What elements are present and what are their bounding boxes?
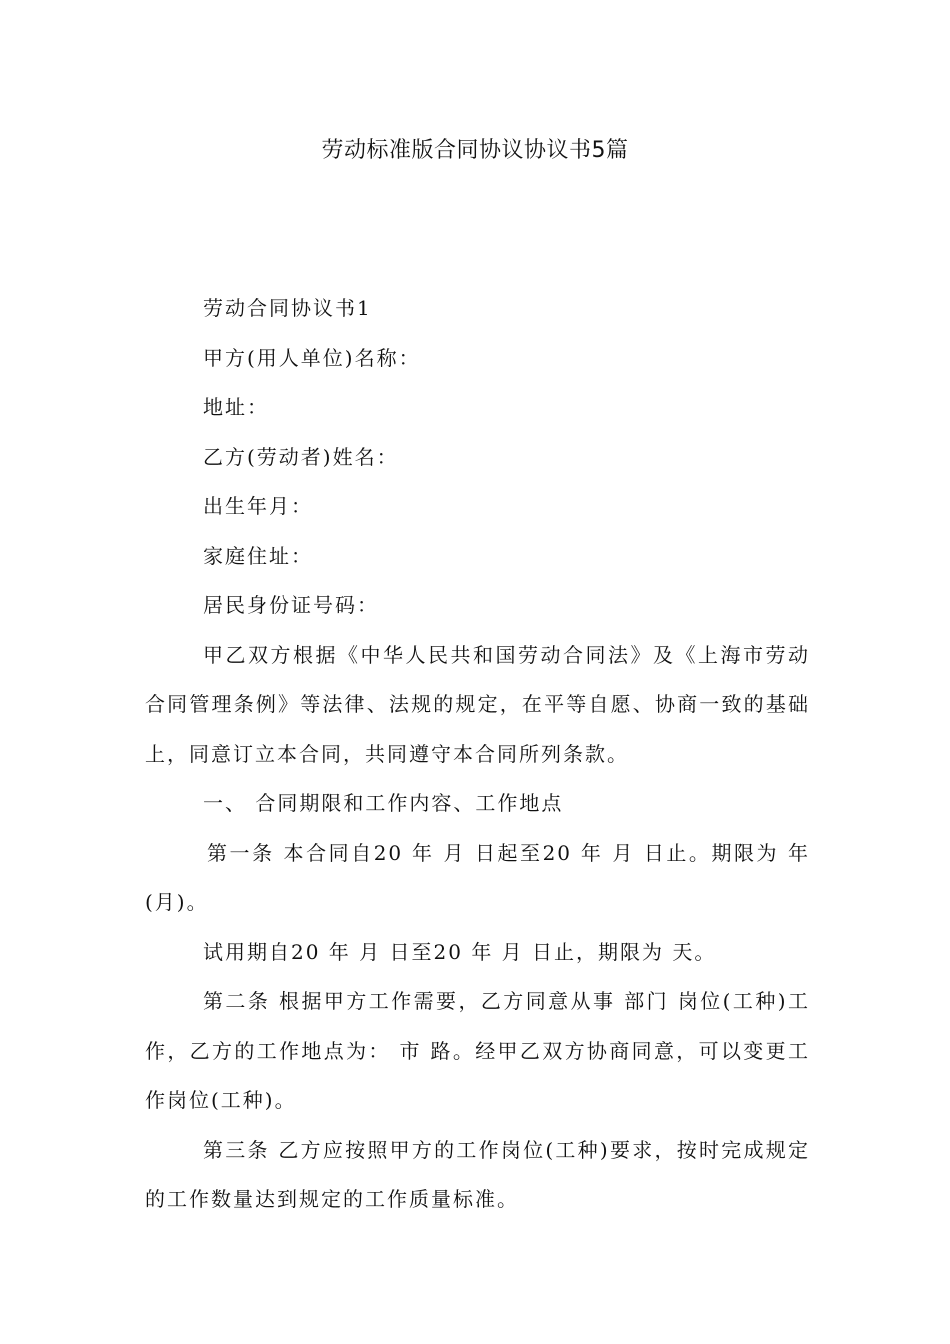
contract-heading: 劳动合同协议书1 bbox=[203, 296, 372, 320]
id-number-field: 居民身份证号码： bbox=[203, 593, 379, 617]
birth-date-field: 出生年月： bbox=[203, 494, 313, 518]
section-one-heading: 一、 合同期限和工作内容、工作地点 bbox=[203, 791, 564, 815]
intro-paragraph: 甲乙双方根据《中华人民共和国劳动合同法》及《上海市劳动合同管理条例》等法律、法规的规定，在平等自愿、协商一致的基础上，同意订立本合同，共同遵守本合同所列条款。 bbox=[145, 642, 810, 766]
party-b-name-field: 乙方(劳动者)姓名： bbox=[203, 444, 399, 469]
home-address-field: 家庭住址： bbox=[203, 543, 313, 568]
article-three-paragraph: 第三条 乙方应按照甲方的工作岗位(工种)要求，按时完成规定的工作数量达到规定的工作质量标准。 bbox=[145, 1137, 810, 1211]
document-title: 劳动标准版合同协议协议书5篇 bbox=[321, 138, 629, 163]
probation-paragraph: 试用期自20 年 月 日至20 年 月 日止，期限为 天。 bbox=[203, 939, 717, 964]
party-a-name-field: 甲方(用人单位)名称： bbox=[203, 345, 421, 370]
article-one-paragraph: 第一条 本合同自20 年 月 日起至20 年 月 日止。期限为 年(月)。 bbox=[145, 840, 810, 914]
address-field: 地址： bbox=[203, 395, 269, 419]
article-two-paragraph: 第二条 根据甲方工作需要，乙方同意从事 部门 岗位(工种)工作，乙方的工作地点为： 市 路。经甲乙双方协商同意，可以变更工作岗位(工种)。 bbox=[145, 989, 810, 1112]
document-body bbox=[145, 284, 810, 1225]
